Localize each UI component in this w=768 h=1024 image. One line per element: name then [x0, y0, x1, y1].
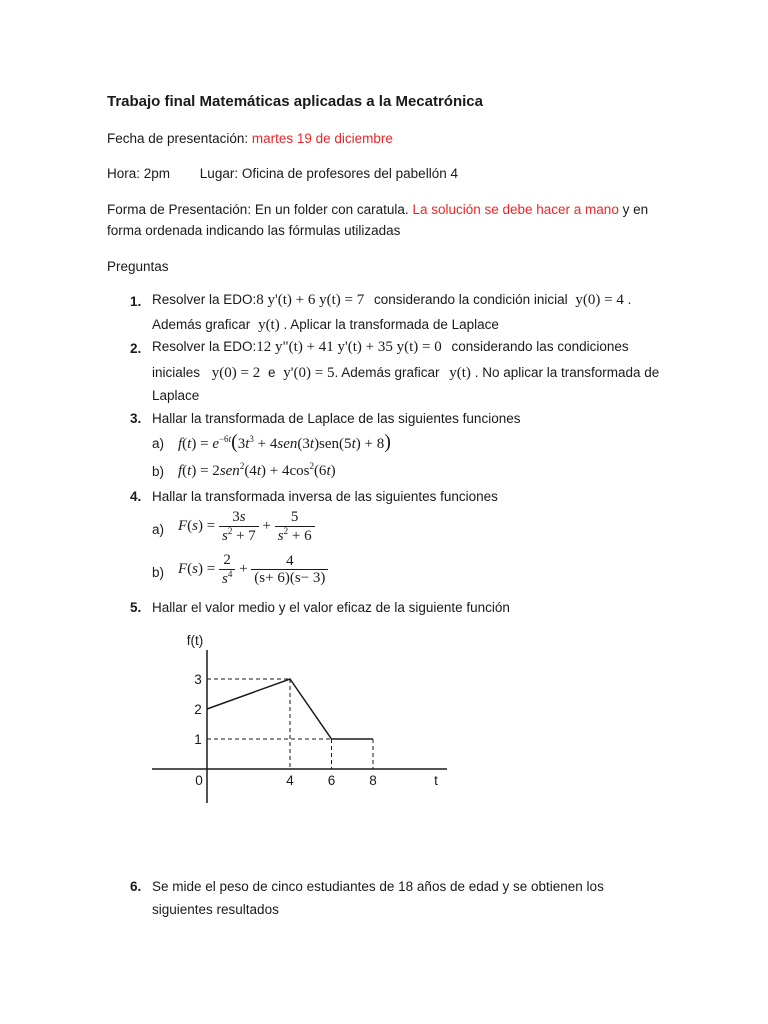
- q2-text-5: . No aplicar la transformada de: [474, 365, 660, 380]
- q4-a-formula: F(s) = $\frac{3s}{s^2 + 7}$ + $\frac{5}{s^2 + 6}$: [178, 509, 315, 544]
- forma-text: Forma de Presentación: En un folder con caratula.: [107, 202, 409, 217]
- q2-text-3: iniciales: [152, 365, 201, 380]
- y-axis-label: f(t): [186, 633, 204, 648]
- x-axis-label: t: [434, 773, 438, 788]
- q2-text: Resolver la EDO:: [152, 339, 257, 354]
- lugar-text: Lugar: Oficina de profesores del pabellón 4: [199, 166, 458, 181]
- y-tick-label-1: 1: [194, 732, 202, 747]
- q1-line-1: Resolver la EDO:8 y'(t) + 6 y(t) = 7 considerando la condición inicial y(0) = 4 .: [152, 292, 632, 308]
- q2-e: e: [268, 365, 276, 380]
- q2-line-1: [152, 339, 629, 356]
- hora-text: Hora: 2pm: [107, 166, 171, 181]
- x-tick-label-8: 8: [369, 773, 377, 788]
- x-tick-label-4: 4: [286, 773, 294, 788]
- q4-b-label: b): [152, 565, 165, 580]
- q1-text-2: considerando la condición inicial: [374, 292, 568, 307]
- q1-text: Resolver la EDO:: [152, 292, 257, 307]
- forma-red-text: La solución se debe hacer a mano: [412, 202, 619, 217]
- q6-number: 6.: [130, 879, 142, 894]
- q2-cond-1: y(0) = 2: [211, 365, 261, 381]
- q5-number: 5.: [130, 600, 142, 615]
- q2-equation: 12 y"(t) + 41 y'(t) + 35 y(t) = 0: [256, 339, 442, 355]
- document-title: Trabajo final Matemáticas aplicadas a la Mecatrónica: [107, 93, 483, 110]
- q1-line-2: [152, 317, 499, 334]
- q3-a-formula: $f(t) = e^{-6t}(3t^3 + 4sen(3t)sen(5t) + 8)$: [178, 431, 391, 453]
- q4-b-formula: F(s) = $\frac{2}{s^4}$ + $\frac{4}{(s+ 6)(s- 3)}$: [178, 552, 328, 587]
- preguntas-heading: Preguntas: [107, 259, 169, 274]
- fecha-label: Fecha de presentación:: [107, 131, 249, 146]
- q5-text: Hallar el valor medio y el valor eficaz de la siguiente función: [152, 600, 510, 615]
- q2-number: 2.: [130, 341, 142, 356]
- q1-text-3: Además graficar: [152, 317, 251, 332]
- q3-text: Hallar la transformada de Laplace de las siguientes funciones: [152, 411, 521, 426]
- y-tick-label-2: 2: [194, 702, 202, 717]
- q2-cond-2: y'(0) = 5: [283, 365, 335, 381]
- x-tick-label-0: 0: [195, 773, 203, 788]
- q6-line-1: Se mide el peso de cinco estudiantes de 18 años de edad y se obtienen los: [152, 879, 604, 894]
- hora-line: [107, 166, 458, 181]
- function-line: [207, 679, 373, 739]
- fecha-value: martes 19 de diciembre: [251, 131, 393, 146]
- fecha-line: [107, 131, 393, 146]
- q2-yt: y(t): [449, 365, 471, 381]
- q4-number: 4.: [130, 489, 142, 504]
- q1-equation: 8 y'(t) + 6 y(t) = 7: [256, 292, 365, 308]
- q1-number: 1.: [130, 294, 142, 309]
- q2-text-4: . Además graficar: [334, 365, 440, 380]
- q1-condition: y(0) = 4: [575, 292, 624, 308]
- q1-text-4: . Aplicar la transformada de Laplace: [283, 317, 499, 332]
- q3-a-label: a): [152, 436, 165, 451]
- q6-line-2: siguientes resultados: [152, 902, 279, 917]
- q3-b-label: b): [152, 464, 165, 479]
- forma-line-2: forma ordenada indicando las fórmulas utilizadas: [107, 223, 401, 238]
- forma-line: [107, 202, 648, 217]
- q4-text: Hallar la transformada inversa de las siguientes funciones: [152, 489, 498, 504]
- q2-text-2: considerando las condiciones: [451, 339, 629, 354]
- q4-a-label: a): [152, 522, 165, 537]
- x-tick-label-6: 6: [327, 773, 336, 788]
- forma-text-end: y en: [622, 202, 649, 217]
- q3-b-formula: $f(t) = 2sen^2(4t) + 4\cos^2(6t)$: [178, 461, 336, 479]
- q3-number: 3.: [130, 411, 142, 426]
- q1-yt: y(t): [258, 317, 280, 333]
- q2-line-2: [152, 365, 659, 382]
- q2-line-3: Laplace: [152, 388, 200, 403]
- y-tick-label-3: 3: [194, 672, 202, 687]
